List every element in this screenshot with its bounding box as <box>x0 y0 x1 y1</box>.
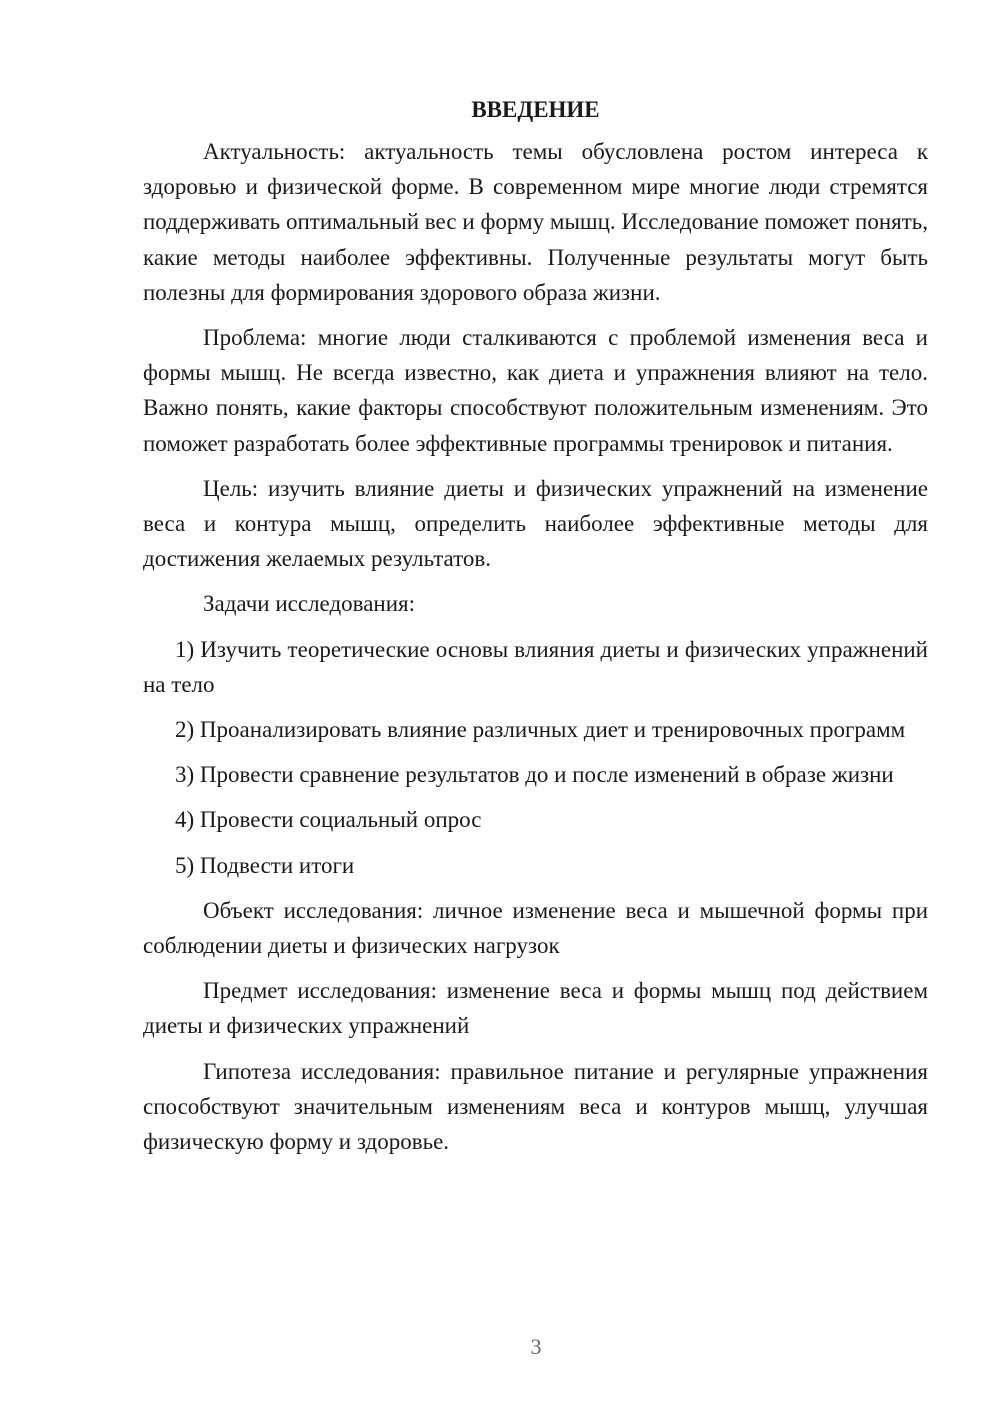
page-number: 3 <box>530 1334 542 1359</box>
subject-paragraph: Предмет исследования: изменение веса и формы мышц под действием диеты и физических упражнений <box>143 978 928 1039</box>
task-item: 4) Провести социальный опрос <box>175 807 482 833</box>
hypothesis-paragraph: Гипотеза исследования: правильное питание и регулярные упражнения способствуют значительным изменениям веса и контуров мышц, улучшая физическую форму и здоровье. <box>143 1058 928 1155</box>
tasks-heading: Задачи исследования: <box>203 591 416 617</box>
task-item: 3) Провести сравнение результатов до и после изменений в образе жизни <box>175 762 894 788</box>
tasks-list <box>143 632 928 883</box>
document-page <box>143 92 928 1169</box>
goal-paragraph: Цель: изучить влияние диеты и физических упражнений на изменение веса и контура мышц, определить наиболее эффективные методы для достижения желаемых результатов. <box>143 475 928 572</box>
task-item: 2) Проанализировать влияние различных диет и тренировочных программ <box>175 717 906 743</box>
task-item: 1) Изучить теоретические основы влияния диеты и физических упражнений на тело <box>143 636 928 697</box>
relevance-paragraph: Актуальность: актуальность темы обусловлена ростом интереса к здоровью и физической форме. В современном мире многие люди стремятся поддерживать оптимальный вес и форму мышц. Исследование поможет понять, какие методы наиболее эффективны. Полученные результаты могут быть полезны для формирования здорового образа жизни. <box>143 139 928 305</box>
problem-paragraph: Проблема: многие люди сталкиваются с проблемой изменения веса и формы мышц. Не всегда известно, как диета и упражнения влияют на тело. Важно понять, какие факторы способствуют положительным изменениям. Это поможет разработать более эффективные программы тренировок и питания. <box>143 325 928 456</box>
task-item: 5) Подвести итоги <box>175 852 355 878</box>
object-paragraph: Объект исследования: личное изменение веса и мышечной формы при соблюдении диеты и физических нагрузок <box>143 897 928 959</box>
section-heading: ВВЕДЕНИЕ <box>471 97 600 122</box>
